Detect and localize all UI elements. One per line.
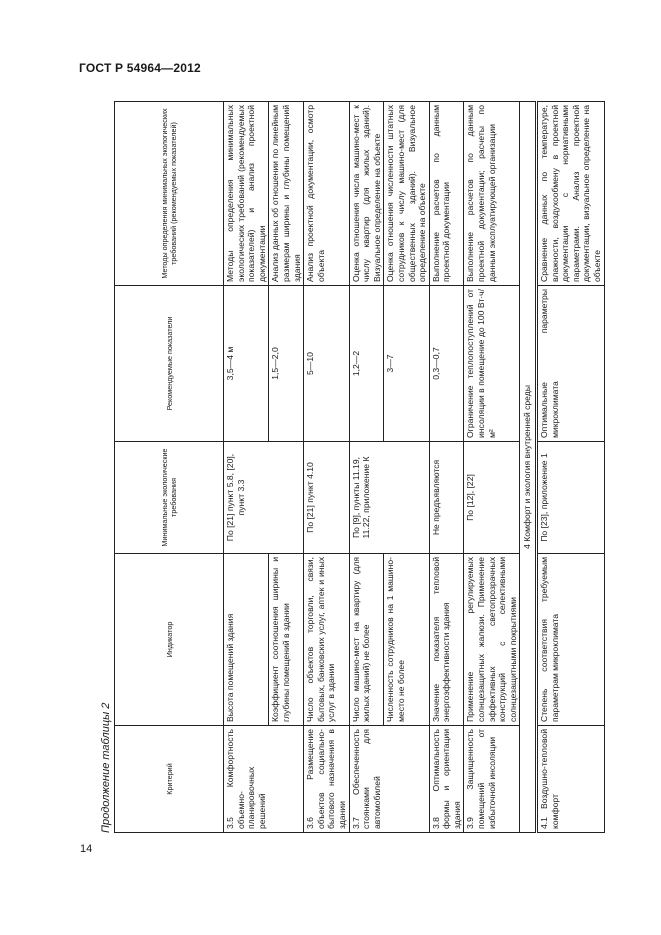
indicator-cell: Применение регулируемых солнцезащитных жалюзи. Применение эффективных светопрозрачных конструкций с селективными солнцезащитными покрытиями — [464, 554, 520, 726]
indicator-cell: Степень соответствия требуемым параметрам микроклимата — [537, 554, 605, 726]
criterion-cell: 4.1 Воздушно-тепловой комфорт — [537, 726, 605, 833]
indicator-cell: Значение показателя тепловой энергоэффективности здания — [429, 554, 464, 726]
recommended-cell: Оптимальные параметры микроклимата — [537, 286, 605, 442]
indicator-cell: Число машино-мест на квартиру (для жилых зданий) не более — [349, 554, 384, 726]
recommended-cell: 0,3—0,7 — [429, 286, 464, 442]
table-header-row — [115, 102, 224, 833]
method-cell: Методы определения минимальных экологических требований (рекомендуемых показателей) и анализ проектной документации — [224, 102, 269, 286]
min-requirement-cell: По [21] пункт 5.8, [20], пункт 3.3 — [224, 442, 304, 554]
document-title: ГОСТ Р 54964—2012 — [79, 61, 201, 75]
table-row — [429, 102, 464, 833]
min-requirement-cell: По [21] пункт 4.10 — [304, 442, 349, 554]
section-header-row — [520, 102, 537, 833]
method-cell: Сравнение данных по температуре, влажности, воздухообмену в проектной документации с нормативными параметрами. Анализ проектной документации, визуальное определение на объекте — [537, 102, 605, 286]
recommended-cell: 3—7 — [384, 286, 429, 442]
criterion-cell: 3.8 Оптимальность формы и ориентации здания — [429, 726, 464, 833]
table-row — [349, 102, 384, 833]
recommended-cell: 1,2—2 — [349, 286, 384, 442]
rotated-table-block — [100, 102, 602, 833]
min-requirement-cell: По [12], [22] — [464, 442, 520, 554]
column-header: Критерий — [115, 726, 224, 833]
section-title: 4 Комфорт и экология внутренней среды — [520, 102, 537, 833]
indicator-cell: Коэффициент соотношения ширины и глубины помещений в здании — [269, 554, 304, 726]
rotated-page-area — [100, 102, 602, 833]
min-requirement-cell: По [23], приложение 1 — [537, 442, 605, 554]
criterion-cell: 3.9 Защищенность помещений от избыточной инсоляции — [464, 726, 520, 833]
min-requirement-cell: Не предъявляются — [429, 442, 464, 554]
recommended-cell: 3,5—4 м — [224, 286, 269, 442]
method-cell: Анализ данных об отношении по линейным размерам ширины и глубины помещений здания — [269, 102, 304, 286]
criteria-table — [114, 101, 605, 833]
method-cell: Выполнение расчетов по данным проектной документации; расчеты по данным эксплуатирующей организации — [464, 102, 520, 286]
criterion-cell: 3.5 Комфортность объемно-планировочных решений — [224, 726, 304, 833]
method-cell: Оценка отношения численности штатных сотрудников к числу машино-мест (для общественных зданий). Визуальное определение на объекте — [384, 102, 429, 286]
table-row — [304, 102, 349, 833]
recommended-cell: 5—10 — [304, 286, 349, 442]
method-cell: Выполнение расчетов по данным проектной документации — [429, 102, 464, 286]
table-caption: Продолжение таблицы 2 — [100, 702, 112, 833]
page-number: 14 — [80, 843, 93, 855]
indicator-cell: Численность сотрудников на 1 машино-место не более — [384, 554, 429, 726]
table-row — [224, 102, 269, 833]
criterion-cell: 3.7 Обеспеченность стоянками для автомобилей — [349, 726, 429, 833]
method-cell: Анализ проектной документации, осмотр объекта — [304, 102, 349, 286]
indicator-cell: Число объектов торговли, связи, бытовых, банковских услуг, аптек и иных услуг в здании — [304, 554, 349, 726]
recommended-cell: 1,5—2,0 — [269, 286, 304, 442]
column-header: Индикатор — [115, 554, 224, 726]
min-requirement-cell: По [9], пункты 11.19, 11.22, приложение К — [349, 442, 429, 554]
column-header: Рекомендуемые показатели — [115, 286, 224, 442]
column-header: Методы определения минимальных экологических требований (рекомендуемых показателей) — [115, 102, 224, 286]
column-header: Минимальные экологические требования — [115, 442, 224, 554]
table-row — [464, 102, 520, 833]
criterion-cell: 3.6 Размещение объектов социально-бытового назначения в здании — [304, 726, 349, 833]
method-cell: Оценка отношения числа машино-мест к числу квартир (для жилых зданий). Визуальное определение на объекте — [349, 102, 384, 286]
indicator-cell: Высота помещений здания — [224, 554, 269, 726]
recommended-cell: Ограничение теплопоступлений от инсоляции в помещение до 100 Вт·ч/м² — [464, 286, 520, 442]
table-row — [537, 102, 605, 833]
